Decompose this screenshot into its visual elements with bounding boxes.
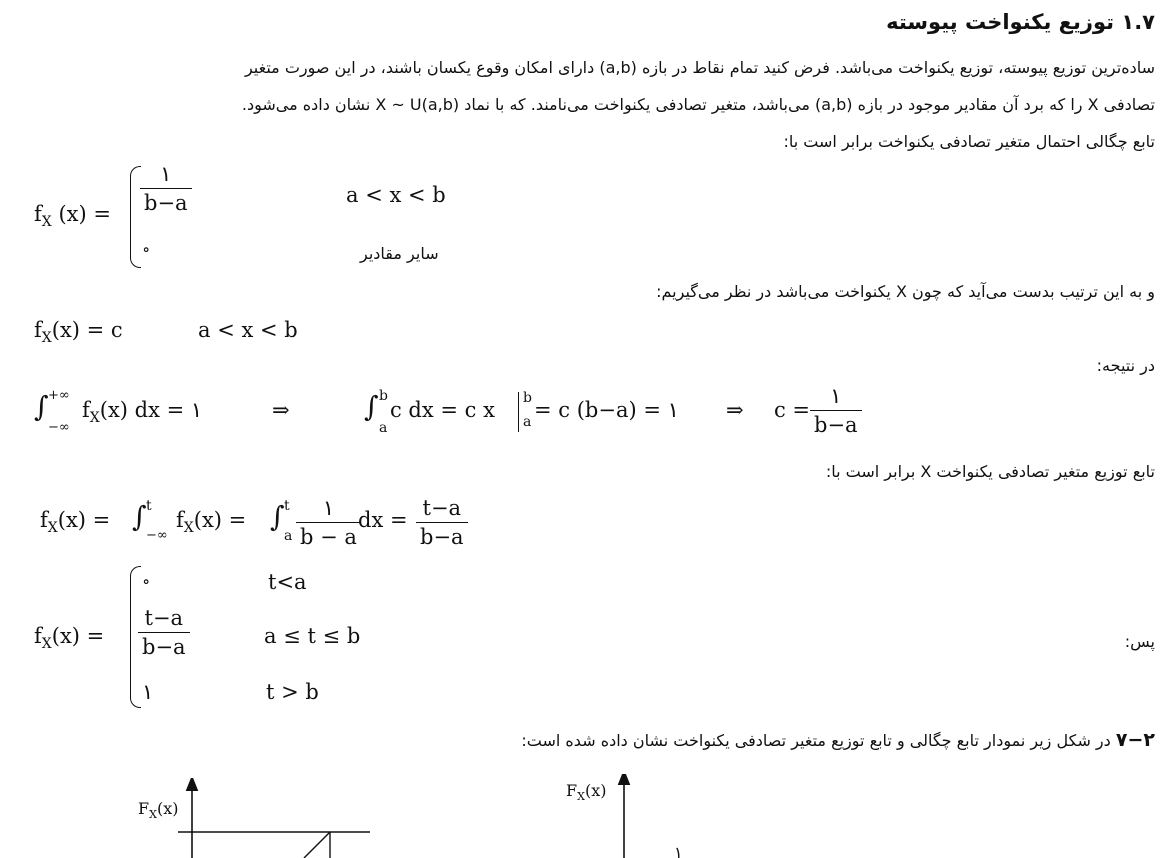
- paragraph-line-1: ساده‌ترین توزیع پیوسته، توزیع یکنواخت می‌باشد. فرض کنید تمام نقاط در بازه (a,b) دارای امکان وقوع یکسان باشند، در این صورت متغیر: [244, 58, 1155, 77]
- page: ۱.۷ توزیع یکنواخت پیوسته ساده‌ترین توزیع پیوسته، توزیع یکنواخت می‌باشد. فرض کنید تمام نقاط در بازه (a,b) دارای امکان وقوع یکسان باشند، در این صورت متغیر تصادفی X را که برد آن مقادیر موجود در بازه (a,b) می‌باشد، متغیر تصادفی یکنواخت می‌نامند. که با نماد X ~ U(a,b) نشان داده می‌شود. تابع چگالی احتمال متغیر تصادفی یکنواخت برابر است با: $f_X$ (x) = $\frac{۱}{b-a}$ a < x < b ∘ سایر مقادیر و به این ترتیب بدست می‌آید که چون X یکنواخت می‌باشد در نظر می‌گیریم: $f_X(x) = c$ a < x < b در نتیجه: ∫ +∞ −∞ $f_X(x)$ dx = ۱ ⇒ ∫ b a c dx = c x b a = c (b−a) = ۱ ⇒ c = $\frac{۱}{b-a}$ تابع توزیع متغیر تصادفی یکنواخت X برابر است با: $f_X(x)$ = ∫ t −∞ $f_X(x)$ = ∫ t a $\frac{۱}{b - a}$ dx = $\frac{t-a}{b-a}$ $f_X(x)$ = ∘ t<a $\frac{t-a}{b-a}$ a ≤ t ≤ b ۱ t > b پس: ۷−۲ در شکل زیر نمودار تابع چگالی و تابع توزیع متغیر تصادفی یکنواخت نشان داده شده است: $F_X(x)$ $F_X(x)$ ۱: [0, 0, 1169, 858]
- right-y-label: $F_X(x)$: [566, 781, 607, 803]
- eval-lower: a: [523, 414, 532, 430]
- c-equation: c =: [774, 398, 811, 422]
- right-value-label: ۱: [674, 843, 683, 858]
- section-title: توزیع یکنواخت پیوسته: [886, 10, 1115, 34]
- integral-body-2: c dx = c x: [390, 398, 495, 422]
- left-ramp: [304, 832, 330, 858]
- cdf-int2-upper: t: [284, 498, 290, 514]
- left-y-label: $F_X(x)$: [138, 799, 179, 821]
- cdf-integral-sign-1: ∫: [132, 500, 147, 533]
- paragraph-line-2: تصادفی X را که برد آن مقادیر موجود در بازه (a,b) می‌باشد، متغیر تصادفی یکنواخت می‌نامند. که با نماد X ~ U(a,b) نشان داده می‌شود.: [241, 95, 1155, 114]
- cdf-frac-1: $\frac{۱}{b - a}$: [296, 496, 361, 549]
- integral-upper-2: b: [379, 388, 388, 404]
- cdf-condition-2: a ≤ t ≤ b: [264, 624, 361, 648]
- cdf-condition-3: t > b: [266, 680, 319, 704]
- section-number: ۱.۷: [1121, 10, 1155, 34]
- text-result: در نتیجه:: [1096, 356, 1155, 375]
- constant-equation: $f_X(x) = c$: [34, 318, 123, 346]
- cdf-int1-lower: −∞: [146, 528, 168, 543]
- text-since: و به این ترتیب بدست می‌آید که چون X یکنواخت می‌باشد در نظر می‌گیریم:: [656, 282, 1155, 301]
- integral-body-1: $f_X(x)$ dx = ۱: [82, 398, 203, 426]
- integral-sign-2: ∫: [364, 390, 379, 423]
- density-value-2: ∘: [142, 240, 151, 260]
- cdf-dx: dx =: [358, 508, 408, 532]
- cdf-frac-2: $\frac{t-a}{b-a}$: [416, 496, 468, 549]
- cdf-condition-1: t<a: [268, 570, 307, 594]
- eval-upper: b: [523, 390, 532, 406]
- integral-upper-1: +∞: [48, 388, 70, 403]
- text-then: پس:: [1124, 632, 1155, 651]
- cdf-int2-lower: a: [284, 528, 293, 544]
- paragraph-line-3: تابع چگالی احتمال متغیر تصادفی یکنواخت برابر است با:: [783, 132, 1155, 151]
- cdf-value-1: ∘: [142, 572, 151, 592]
- eval-bar: [518, 392, 519, 432]
- cdf-value-3: ۱: [142, 680, 154, 704]
- integral-lower-2: a: [379, 420, 388, 436]
- constant-condition: a < x < b: [198, 318, 298, 342]
- density-condition-1: a < x < b: [346, 183, 446, 207]
- c-fraction: $\frac{۱}{b-a}$: [810, 384, 862, 437]
- integral-lower-1: −∞: [48, 420, 70, 435]
- arrow-1: ⇒: [272, 398, 290, 422]
- cdf-piecewise-lhs: $f_X(x)$ =: [34, 624, 105, 652]
- integral-body-3: = c (b−a) = ۱: [534, 398, 679, 422]
- cdf-int1-upper: t: [146, 498, 152, 514]
- cdf-value-2: $\frac{t-a}{b-a}$: [138, 606, 190, 659]
- figure-caption-label: ۷−۲: [1115, 729, 1155, 751]
- arrow-2: ⇒: [726, 398, 744, 422]
- density-lhs: $f_X$ (x) =: [34, 202, 111, 230]
- left-plot: [120, 778, 390, 858]
- text-cdf: تابع توزیع متغیر تصادفی یکنواخت X برابر است با:: [825, 462, 1155, 481]
- figure-caption: [521, 729, 1155, 751]
- cdf-integral-sign-2: ∫: [270, 500, 285, 533]
- density-fraction: $\frac{۱}{b-a}$: [140, 162, 192, 215]
- figure-caption-text: در شکل زیر نمودار تابع چگالی و تابع توزیع متغیر تصادفی یکنواخت نشان داده شده است:: [521, 731, 1116, 750]
- right-plot: [560, 774, 720, 858]
- density-condition-2: سایر مقادیر: [360, 244, 439, 263]
- integral-sign-1: ∫: [34, 390, 49, 423]
- section-heading: [886, 10, 1155, 34]
